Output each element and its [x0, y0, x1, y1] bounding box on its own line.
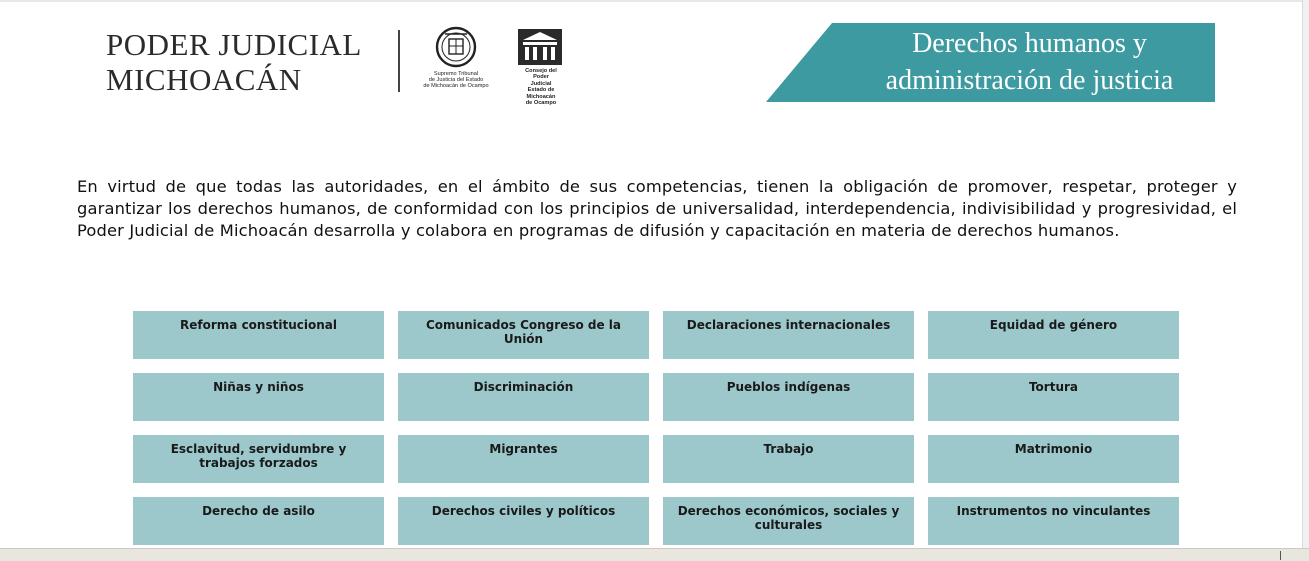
banner-title: [846, 25, 1213, 99]
council-caption-line: Consejo del: [525, 68, 557, 74]
topic-button[interactable]: Migrantes: [398, 435, 649, 483]
vertical-scrollbar[interactable]: [1302, 0, 1309, 550]
topic-button[interactable]: Derechos económicos, sociales y culturales: [663, 497, 914, 545]
judicial-council-logo[interactable]: [515, 28, 567, 107]
council-caption: [515, 68, 567, 106]
seal-caption: [417, 71, 495, 90]
topic-button[interactable]: Esclavitud, servidumbre y trabajos forzados: [133, 435, 384, 483]
intro-paragraph: En virtud de que todas las autoridades, en el ámbito de sus competencias, tienen la obligación de promover, respetar, proteger y garantizar los derechos humanos, de conformidad con los principios de universalidad, interdependencia, indivisibilidad y progresividad, el Poder Judicial de Michoacán desarrolla y colabora en programas de difusión y capacitación en materia de derechos humanos.: [77, 177, 1237, 241]
seal-caption-line: de Justicia del Estado: [428, 77, 484, 84]
council-caption-line: Estado de Michoacán: [526, 87, 556, 100]
topic-button[interactable]: Matrimonio: [928, 435, 1179, 483]
council-building-icon: [517, 28, 563, 66]
banner-title-line-1: Derechos humanos y: [912, 28, 1147, 59]
seal-emblem-icon: [431, 26, 481, 72]
topic-button[interactable]: Derecho de asilo: [133, 497, 384, 545]
logo-line-2: MICHOACÁN: [106, 62, 302, 97]
topic-button[interactable]: Niñas y niños: [133, 373, 384, 421]
topic-button[interactable]: Equidad de género: [928, 311, 1179, 359]
topic-button[interactable]: Derechos civiles y políticos: [398, 497, 649, 545]
council-caption-line: Judicial: [530, 80, 552, 87]
page-top-border: [0, 0, 1309, 2]
seal-caption-line: Supremo Tribunal: [433, 71, 479, 77]
banner-title-line-2: administración de justicia: [885, 65, 1174, 96]
seal-caption-line: de Michoacán de Ocampo: [423, 83, 489, 90]
topics-grid: [133, 311, 1181, 545]
poder-judicial-logo[interactable]: [106, 27, 362, 97]
topic-button[interactable]: Trabajo: [663, 435, 914, 483]
logo-line-1: PODER JUDICIAL: [106, 27, 362, 62]
topic-button[interactable]: Tortura: [928, 373, 1179, 421]
topic-button[interactable]: Discriminación: [398, 373, 649, 421]
supreme-court-seal[interactable]: [417, 26, 495, 98]
topic-button[interactable]: Declaraciones internacionales: [663, 311, 914, 359]
topic-button[interactable]: Reforma constitucional: [133, 311, 384, 359]
section-banner: [766, 23, 1215, 102]
council-caption-line: Poder: [533, 74, 549, 81]
topic-button[interactable]: Pueblos indígenas: [663, 373, 914, 421]
topic-button[interactable]: Comunicados Congreso de la Unión: [398, 311, 649, 359]
logo-divider: [398, 30, 400, 92]
council-caption-line: de Ocampo: [525, 100, 557, 107]
scrollbar-divider: [1280, 551, 1281, 560]
horizontal-scrollbar[interactable]: [0, 548, 1309, 561]
topic-button[interactable]: Instrumentos no vinculantes: [928, 497, 1179, 545]
